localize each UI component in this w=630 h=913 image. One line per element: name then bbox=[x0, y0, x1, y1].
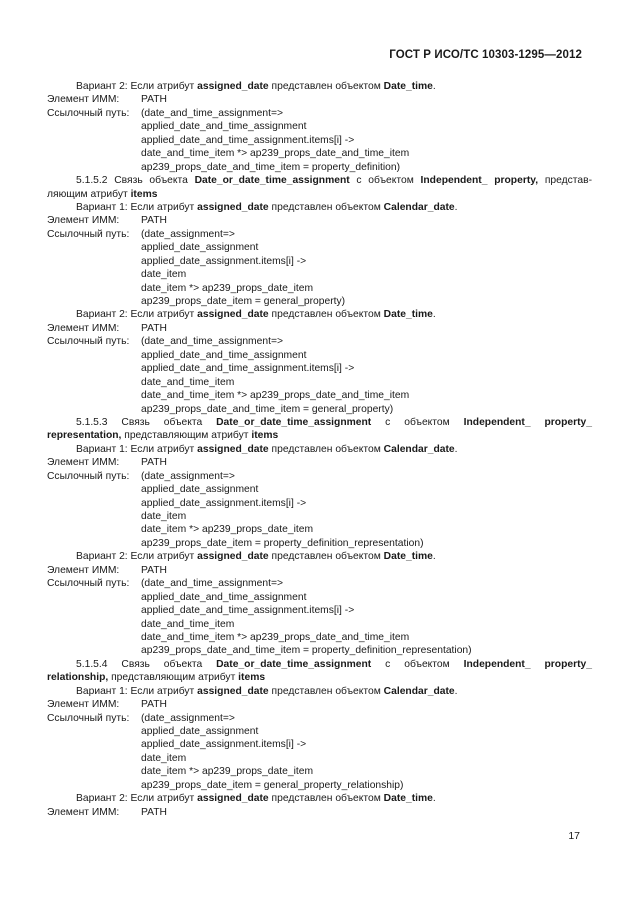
text-run: представляющим атрибут bbox=[121, 430, 252, 442]
row-label: Элемент ИММ: bbox=[47, 806, 120, 818]
row-value: PATH bbox=[141, 457, 167, 469]
bold-term: assigned_date bbox=[197, 685, 269, 697]
row-value: (date_assignment=> bbox=[141, 228, 235, 240]
text-run: 5.1.5.4 Связь объекта bbox=[76, 658, 217, 670]
mapping-row bbox=[47, 228, 592, 241]
document-header: ГОСТ Р ИСО/ТС 10303-1295—2012 bbox=[389, 49, 582, 61]
reference-path-line: applied_date_assignment.items[i] -> bbox=[141, 739, 307, 751]
row-value: (date_and_time_assignment=> bbox=[141, 336, 283, 348]
reference-path-line: applied_date_and_time_assignment.items[i] -> bbox=[141, 363, 355, 375]
bold-term: Date_or_date_time_assignment bbox=[216, 416, 372, 428]
text-run: . bbox=[432, 81, 436, 92]
bold-term: assigned_date bbox=[197, 551, 269, 563]
bold-term: items bbox=[251, 430, 279, 442]
reference-path-line: applied_date_assignment bbox=[141, 484, 259, 496]
mapping-row bbox=[47, 335, 592, 348]
reference-path-line: date_and_time_item bbox=[141, 376, 235, 388]
text-run: . bbox=[454, 201, 458, 213]
variant-line bbox=[47, 550, 592, 563]
bold-term: Independent_ property_ bbox=[463, 416, 592, 428]
row-label: Ссылочный путь: bbox=[47, 336, 130, 348]
text-run: представлен объектом bbox=[268, 443, 384, 455]
row-value: (date_assignment=> bbox=[141, 712, 235, 724]
text-run: представлен объектом bbox=[268, 309, 384, 321]
text-run: Вариант 2: Если атрибут bbox=[76, 793, 198, 805]
row-label: Элемент ИММ: bbox=[47, 457, 120, 469]
mapping-row bbox=[47, 698, 592, 711]
row-label: Ссылочный путь: bbox=[47, 228, 130, 240]
row-label: Элемент ИММ: bbox=[47, 322, 120, 334]
text-run: . bbox=[454, 685, 458, 697]
mapping-row bbox=[47, 322, 592, 335]
bold-term: representation, bbox=[47, 430, 122, 442]
row-value: (date_and_time_assignment=> bbox=[141, 107, 283, 119]
reference-path-line: date_item *> ap239_props_date_item bbox=[141, 524, 314, 536]
bold-term: Calendar_date bbox=[383, 685, 455, 697]
bold-term: items bbox=[130, 188, 158, 200]
row-value: (date_and_time_assignment=> bbox=[141, 578, 283, 590]
row-label: Элемент ИММ: bbox=[47, 94, 120, 106]
text-run: представлен объектом bbox=[268, 201, 384, 213]
row-label: Ссылочный путь: bbox=[47, 107, 130, 119]
text-run: Вариант 2: Если атрибут bbox=[76, 309, 198, 321]
mapping-row bbox=[47, 107, 592, 120]
variant-line bbox=[47, 201, 592, 214]
row-value: PATH bbox=[141, 215, 167, 227]
row-value: PATH bbox=[141, 94, 167, 106]
section-heading bbox=[47, 658, 592, 671]
text-run: Вариант 2: Если атрибут bbox=[76, 81, 198, 92]
reference-path-line: applied_date_assignment bbox=[141, 242, 259, 254]
reference-path-line: date_and_time_item *> ap239_props_date_and_time_item bbox=[141, 148, 410, 160]
row-label: Ссылочный путь: bbox=[47, 470, 130, 482]
reference-path-line: date_and_time_item *> ap239_props_date_and_time_item bbox=[141, 631, 410, 643]
row-value: PATH bbox=[141, 806, 167, 818]
variant-line bbox=[47, 792, 592, 805]
document-body bbox=[47, 80, 592, 819]
text-run: с объектом bbox=[349, 175, 421, 187]
row-label: Ссылочный путь: bbox=[47, 712, 130, 724]
reference-path-line: date_and_time_item *> ap239_props_date_and_time_item bbox=[141, 390, 410, 402]
section-heading bbox=[47, 174, 592, 187]
mapping-row bbox=[47, 470, 592, 483]
reference-path-line: date_and_time_item bbox=[141, 618, 235, 630]
text-run: представлен объектом bbox=[268, 551, 384, 563]
variant-line bbox=[47, 80, 592, 93]
mapping-row bbox=[47, 214, 592, 227]
row-value: PATH bbox=[141, 564, 167, 576]
reference-path-line: date_item *> ap239_props_date_item bbox=[141, 766, 314, 778]
row-label: Элемент ИММ: bbox=[47, 215, 120, 227]
bold-term: Date_or_date_time_assignment bbox=[216, 658, 372, 670]
bold-term: assigned_date bbox=[197, 309, 269, 321]
row-label: Элемент ИММ: bbox=[47, 564, 120, 576]
bold-term: assigned_date bbox=[197, 443, 269, 455]
variant-line bbox=[47, 443, 592, 456]
bold-term: Date_or_date_time_assignment bbox=[194, 175, 350, 187]
bold-term: assigned_date bbox=[197, 81, 269, 92]
bold-term: Calendar_date bbox=[383, 201, 455, 213]
page-number: 17 bbox=[568, 830, 580, 842]
text-run: 5.1.5.3 Связь объекта bbox=[76, 416, 217, 428]
mapping-row bbox=[47, 564, 592, 577]
variant-line bbox=[47, 685, 592, 698]
text-run: с объектом bbox=[371, 416, 464, 428]
text-run: с объектом bbox=[371, 658, 464, 670]
text-run: представлен объектом bbox=[268, 685, 384, 697]
bold-term: Independent_ property_ bbox=[463, 658, 592, 670]
reference-path-line: ap239_props_date_and_time_item = property_definition_representation) bbox=[141, 645, 472, 657]
bold-term: Date_time bbox=[383, 81, 433, 92]
reference-path-line: applied_date_and_time_assignment.items[i] -> bbox=[141, 134, 355, 146]
paragraph-line bbox=[47, 671, 592, 684]
reference-path-line: ap239_props_date_and_time_item = property_definition) bbox=[141, 161, 401, 173]
text-run: Вариант 1: Если атрибут bbox=[76, 685, 198, 697]
text-run: Вариант 2: Если атрибут bbox=[76, 551, 198, 563]
row-value: (date_assignment=> bbox=[141, 470, 235, 482]
reference-path-line: applied_date_and_time_assignment bbox=[141, 121, 307, 133]
text-run: представ- bbox=[538, 175, 593, 187]
text-run: представлен объектом bbox=[268, 81, 384, 92]
text-run: представляющим атрибут bbox=[108, 672, 239, 684]
bold-term: Independent_ property, bbox=[420, 175, 539, 187]
bold-term: assigned_date bbox=[197, 793, 269, 805]
reference-path-line: date_item bbox=[141, 269, 187, 281]
bold-term: Date_time bbox=[383, 793, 433, 805]
text-run: . bbox=[432, 793, 436, 805]
bold-term: relationship, bbox=[47, 672, 109, 684]
reference-path-line: date_item bbox=[141, 752, 187, 764]
text-run: . bbox=[454, 443, 458, 455]
variant-line bbox=[47, 308, 592, 321]
paragraph-line bbox=[47, 188, 592, 201]
reference-path-line: applied_date_and_time_assignment bbox=[141, 349, 307, 361]
mapping-row bbox=[47, 456, 592, 469]
bold-term: items bbox=[238, 672, 266, 684]
bold-term: Calendar_date bbox=[383, 443, 455, 455]
mapping-row bbox=[47, 93, 592, 106]
text-run: представлен объектом bbox=[268, 793, 384, 805]
reference-path-line: applied_date_assignment.items[i] -> bbox=[141, 255, 307, 267]
paragraph-line bbox=[47, 429, 592, 442]
reference-path-line: ap239_props_date_item = general_property) bbox=[141, 296, 346, 307]
mapping-row bbox=[47, 577, 592, 590]
reference-path-line: date_item *> ap239_props_date_item bbox=[141, 282, 314, 294]
reference-path-line: ap239_props_date_item = property_definition_representation) bbox=[141, 537, 424, 549]
reference-path-line: ap239_props_date_and_time_item = general_property) bbox=[141, 403, 394, 415]
reference-path-line: ap239_props_date_item = general_property_relationship) bbox=[141, 779, 404, 791]
mapping-row bbox=[47, 712, 592, 725]
section-heading bbox=[47, 416, 592, 429]
text-run: Вариант 1: Если атрибут bbox=[76, 201, 198, 213]
row-label: Элемент ИММ: bbox=[47, 699, 120, 711]
reference-path-line: applied_date_assignment.items[i] -> bbox=[141, 497, 307, 509]
reference-path-line: applied_date_and_time_assignment.items[i] -> bbox=[141, 605, 355, 617]
mapping-row bbox=[47, 806, 592, 819]
reference-path-line: applied_date_and_time_assignment bbox=[141, 591, 307, 603]
reference-path-line: date_item bbox=[141, 511, 187, 522]
text-run: ляющим атрибут bbox=[47, 188, 131, 200]
row-label: Ссылочный путь: bbox=[47, 578, 130, 590]
bold-term: Date_time bbox=[383, 551, 433, 563]
text-run: . bbox=[432, 309, 436, 321]
text-run: . bbox=[432, 551, 436, 563]
text-run: 5.1.5.2 Связь объекта bbox=[76, 175, 195, 187]
bold-term: assigned_date bbox=[197, 201, 269, 213]
text-run: Вариант 1: Если атрибут bbox=[76, 443, 198, 455]
bold-term: Date_time bbox=[383, 309, 433, 321]
reference-path-line: applied_date_assignment bbox=[141, 726, 259, 737]
row-value: PATH bbox=[141, 322, 167, 334]
row-value: PATH bbox=[141, 699, 167, 711]
